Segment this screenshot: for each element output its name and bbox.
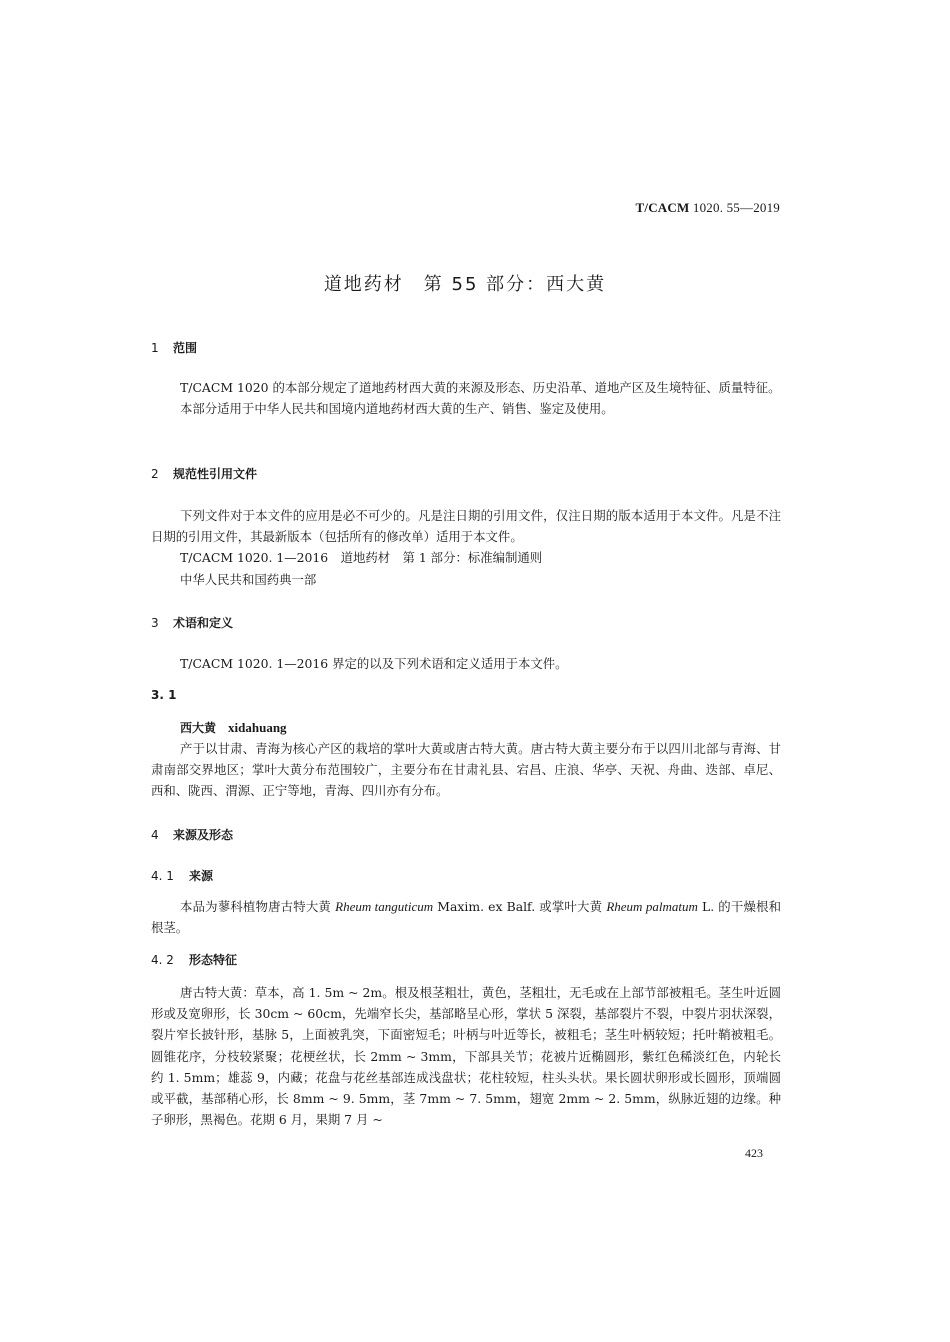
reference-item: T/CACM 1020. 1—2016 道地药材 第 1 部分：标准编制通则 bbox=[180, 550, 543, 566]
section-title: 范围 bbox=[173, 341, 198, 355]
section-4-1-body bbox=[151, 896, 781, 938]
document-title: 道地药材 第 55 部分：西大黄 bbox=[323, 274, 607, 295]
section-number: 3 bbox=[151, 616, 159, 630]
text: 本品为蓼科植物唐古特大黄 bbox=[180, 899, 336, 914]
section-heading-4 bbox=[151, 826, 233, 843]
term-entry bbox=[180, 719, 287, 736]
subsection-heading-3-1 bbox=[151, 688, 176, 702]
section-3-body bbox=[151, 653, 781, 674]
section-title: 术语和定义 bbox=[173, 616, 234, 630]
paragraph: 本部分适用于中华人民共和国境内道地药材西大黄的生产、销售、鉴定及使用。 bbox=[180, 401, 614, 417]
standard-code-number: 1020. 55—2019 bbox=[692, 200, 780, 215]
section-1-body bbox=[151, 377, 781, 419]
subsection-heading-4-2 bbox=[151, 951, 237, 968]
section-number: 2 bbox=[151, 467, 159, 481]
paragraph bbox=[151, 896, 781, 938]
section-title: 来源 bbox=[189, 869, 214, 883]
standard-code-prefix: T/CACM bbox=[635, 200, 690, 215]
section-number: 4. 2 bbox=[151, 953, 174, 967]
term-definition bbox=[151, 738, 781, 802]
paragraph: T/CACM 1020. 1—2016 界定的以及下列术语和定义适用于本文件。 bbox=[180, 656, 568, 671]
section-heading-1 bbox=[151, 339, 197, 356]
section-number: 3. 1 bbox=[151, 688, 177, 702]
section-number: 1 bbox=[151, 341, 159, 355]
text: L. 的干燥根和根茎。 bbox=[151, 899, 782, 936]
term-chinese: 西大黄 bbox=[180, 721, 217, 735]
latin-name: Rheum palmatum bbox=[606, 899, 698, 914]
section-title: 形态特征 bbox=[189, 953, 238, 967]
section-number: 4 bbox=[151, 828, 159, 842]
standard-code bbox=[636, 200, 780, 216]
paragraph: 唐古特大黄：草本，高 1. 5m ~ 2m。根及根茎粗壮，黄色，茎粗壮，无毛或在上部节部被粗毛。茎生叶近圆形或及宽卵形，长 30cm ~ 60cm，先端窄长尖，基部略呈心形，掌状 5 深裂，基部裂片不裂，中裂片羽状深裂，裂片窄长披针形，基脉 5，上面被乳突，下面密短毛；叶柄与叶近等长，被粗毛；茎生叶柄较短；托叶鞘被粗毛。圆锥花序，分枝较紧聚；花梗丝状，长 2mm ~ 3mm，下部具关节；花被片近椭圆形，紫红色稀淡红色，内轮长约 1. 5mm；雄蕊 9，内藏；花盘与花丝基部连成浅盘状；花柱较短，柱头头状。果长圆状卵形或长圆形，顶端圆或平截，基部稍心形，长 8mm ~ 9. 5mm，茎 7mm ~ 7. 5mm，翅宽 2mm ~ 2. 5mm，纵脉近翅的边缘。种子卵形，黑褐色。花期 6 月，果期 7 月 ~ bbox=[151, 985, 781, 1128]
section-number: 4. 1 bbox=[151, 869, 174, 883]
section-title: 来源及形态 bbox=[173, 828, 234, 842]
term-english: xidahuang bbox=[228, 720, 287, 735]
page-number: 423 bbox=[745, 1146, 763, 1160]
paragraph: 下列文件对于本文件的应用是必不可少的。凡是注日期的引用文件，仅注日期的版本适用于本文件。凡是不注日期的引用文件，其最新版本（包括所有的修改单）适用于本文件。 bbox=[151, 508, 781, 545]
subsection-heading-4-1 bbox=[151, 867, 213, 884]
latin-name: Rheum tanguticum bbox=[335, 899, 434, 914]
text: Maxim. ex Balf. 或掌叶大黄 bbox=[433, 899, 607, 914]
section-2-body bbox=[151, 505, 781, 590]
section-heading-2 bbox=[151, 465, 257, 482]
paragraph: 产于以甘肃、青海为核心产区的栽培的掌叶大黄或唐古特大黄。唐古特大黄主要分布于以四川北部与青海、甘肃南部交界地区；掌叶大黄分布范围较广，主要分布在甘肃礼县、宕昌、庄浪、华亭、天祝、舟曲、迭部、卓尼、西和、陇西、渭源、正宁等地，青海、四川亦有分布。 bbox=[151, 741, 781, 799]
reference-item: 中华人民共和国药典一部 bbox=[180, 571, 317, 587]
paragraph: T/CACM 1020 的本部分规定了道地药材西大黄的来源及形态、历史沿革、道地产区及生境特征、质量特征。 bbox=[180, 380, 781, 395]
section-heading-3 bbox=[151, 614, 233, 631]
section-title: 规范性引用文件 bbox=[173, 467, 258, 481]
section-4-2-body bbox=[151, 982, 781, 1130]
